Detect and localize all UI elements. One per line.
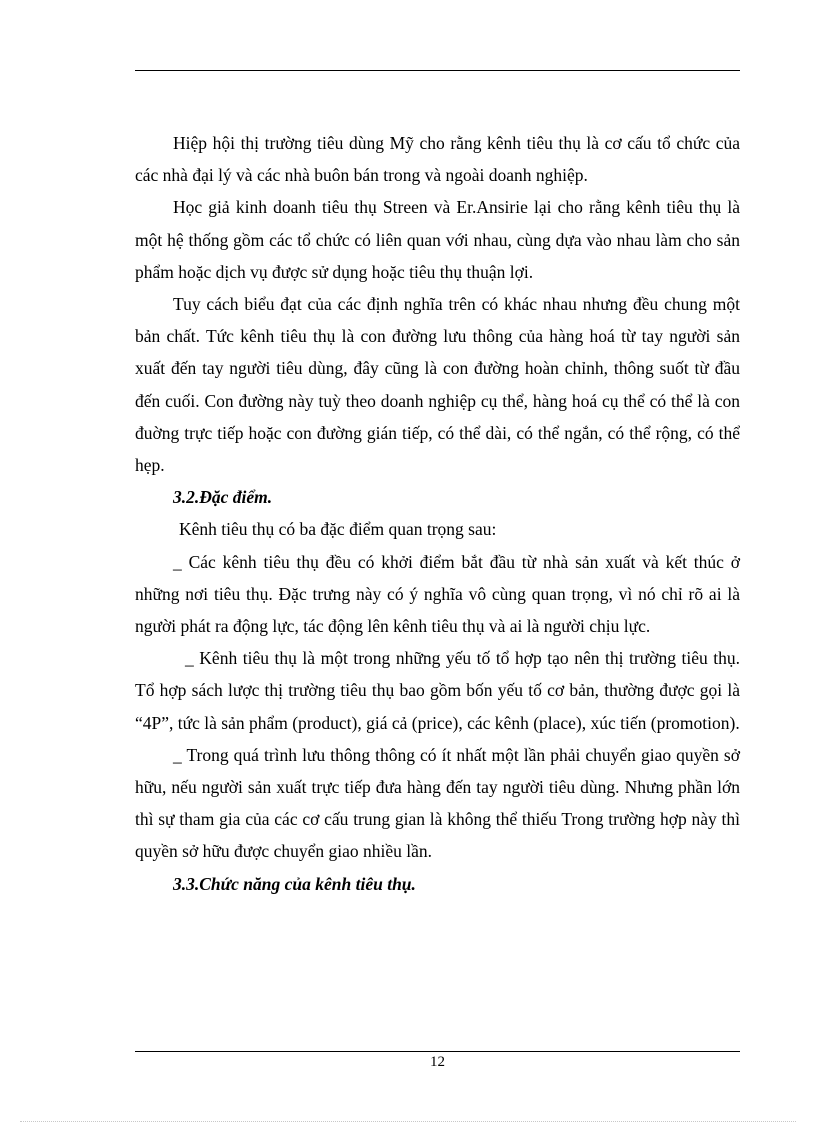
paragraph-definition-2: Học giả kinh doanh tiêu thụ Streen và Er.Ansirie lại cho rằng kênh tiêu thụ là một hệ thống gồm các tổ chức có liên quan với nhau, cùng dựa vào nhau làm cho sản phẩm hoặc dịch vụ được sử dụng hoặc tiêu thụ thuận lợi. (135, 197, 740, 282)
header-rule (135, 70, 740, 71)
paragraph-definition-summary: Tuy cách biểu đạt của các định nghĩa trên có khác nhau nhưng đều chung một bản chất. Tức kênh tiêu thụ là con đường lưu thông của hàng hoá từ tay người sản xuất đến tay người tiêu dùng, đây cũng là con đường hoàn chỉnh, thông suốt từ đầu đến cuối. Con đường này tuỳ theo doanh nghiệp cụ thể, hàng hoá cụ thể có thể là con đuờng trực tiếp hoặc con đường gián tiếp, có thể dài, có thể ngắn, có thể rộng, có thể hẹp. (135, 294, 740, 476)
characteristic-item-2: _ Kênh tiêu thụ là một trong những yếu tố tổ hợp tạo nên thị trường tiêu thụ. Tổ hợp sách lược thị trường tiêu thụ bao gồm bốn yếu tố cơ bản, thường được gọi là “4P”, tức là sản phẩm (product), giá cả (price), các kênh (place), xúc tiến (promotion). (135, 648, 740, 733)
page-number: 12 (430, 1054, 445, 1070)
page-edge-divider (20, 1121, 796, 1122)
paragraph-definition-1: Hiệp hội thị trường tiêu dùng Mỹ cho rằng kênh tiêu thụ là cơ cấu tổ chức của các nhà đại lý và các nhà buôn bán trong và ngoài doanh nghiệp. (135, 133, 740, 186)
footer-rule (135, 1051, 740, 1052)
characteristics-intro: Kênh tiêu thụ có ba đặc điểm quan trọng sau: (179, 519, 497, 540)
characteristic-item-3: _ Trong quá trình lưu thông thông có ít nhất một lần phải chuyển giao quyền sở hữu, nếu người sản xuất trực tiếp đưa hàng đến tay người tiêu dùng. Nhưng phần lớn thì sự tham gia của các cơ cấu trung gian là không thể thiếu Trong trường hợp này thì quyền sở hữu được chuyển giao nhiều lần. (135, 744, 740, 862)
section-heading-functions: 3.3.Chức năng của kênh tiêu thụ. (173, 873, 416, 894)
characteristic-item-1: _ Các kênh tiêu thụ đều có khởi điểm bắt đầu từ nhà sản xuất và kết thúc ở những nơi tiêu thụ. Đặc trưng này có ý nghĩa vô cùng quan trọng, vì nó chỉ rõ ai là người phát ra động lực, tác động lên kênh tiêu thụ và ai là người chịu lực. (135, 551, 740, 637)
page-body (135, 127, 740, 900)
section-heading-characteristics: 3.2.Đặc điểm. (173, 487, 273, 508)
